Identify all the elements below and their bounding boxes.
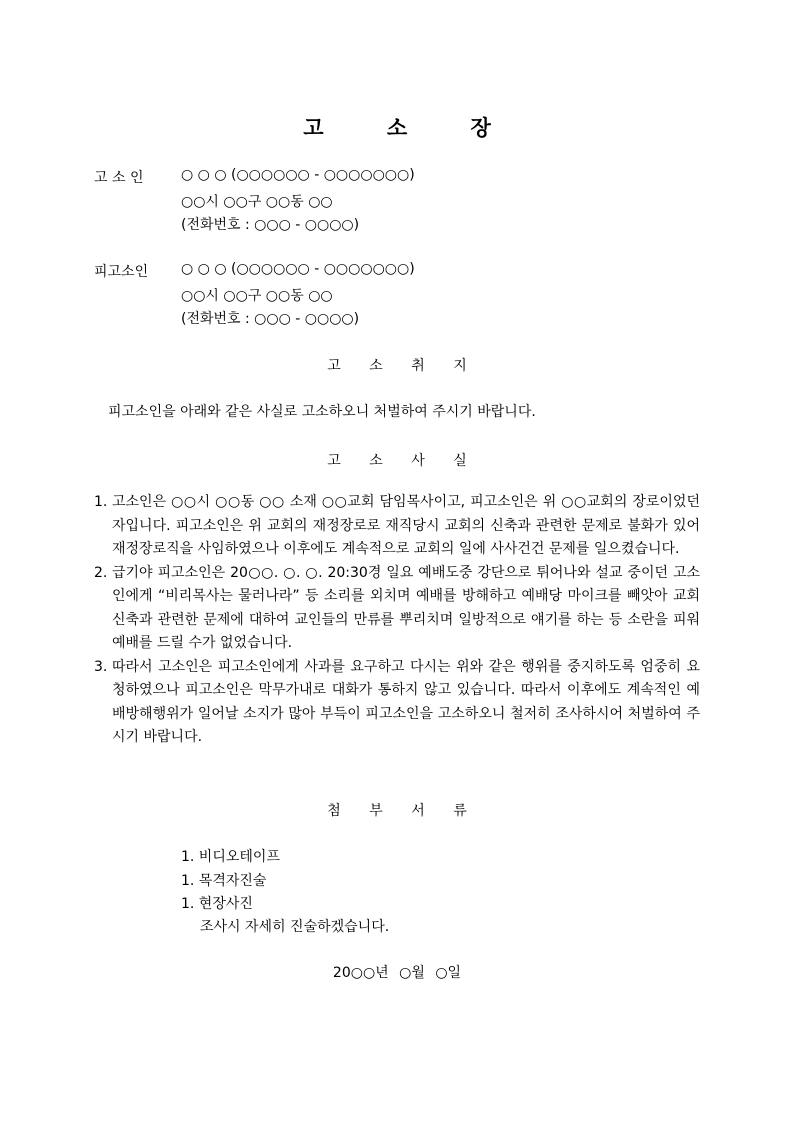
- complainant-name: ○ ○ ○ (○○○○○○ - ○○○○○○○): [181, 167, 415, 183]
- complainant-phone: (전화번호 : ○○○ - ○○○○): [181, 217, 360, 233]
- complainant-address: ○○시 ○○구 ○○동 ○○: [181, 194, 333, 210]
- attachment-item: 1. 비디오테이프: [181, 849, 280, 865]
- fact-item-1: [94, 491, 700, 562]
- facts-heading: 고 소 사 실: [327, 453, 479, 469]
- defendant-name: ○ ○ ○ (○○○○○○ - ○○○○○○○): [181, 261, 415, 277]
- attachment-item: 1. 목격자진술: [181, 872, 267, 889]
- fact-text: 급기야 피고소인은 20○○. ○. ○. 20:30경 일요 예배도중 강단으로 튀어나와 설교 중이던 고소인에게 “비리목사는 물러나라” 등 소리를 외치며 예배를 방해하고 예배당 마이크를 빼앗아 교회신축과 관련한 문제에 대하여 교인들의 만류를 뿌리치며 일방적으로 얘기를 하는 등 소란을 피워 예배를 드릴 수가 없었습니다.: [112, 564, 700, 651]
- complainant-label: 고 소 인: [94, 170, 144, 186]
- fact-number: 1.: [94, 494, 108, 510]
- purpose-text: 피고소인을 아래와 같은 사실로 고소하오니 처벌하여 주시기 바랍니다.: [108, 404, 536, 420]
- fact-item-3: [94, 656, 700, 750]
- defendant-phone: (전화번호 : ○○○ - ○○○○): [181, 311, 360, 327]
- purpose-heading: 고 소 취 지: [327, 358, 479, 374]
- fact-text: 고소인은 ○○시 ○○동 ○○ 소재 ○○교회 담임목사이고, 피고소인은 위 ○○교회의 장로이었던 자입니다. 피고소인은 위 교회의 재정장로로 재직당시 교회의 신축과 관련한 문제로 불화가 있어 재정장로직을 사임하였으나 이후에도 계속적으로 교회의 일에 사사건건 문제를 일으켰습니다.: [112, 494, 700, 557]
- attachments-note: 조사시 자세히 진술하겠습니다.: [200, 919, 390, 935]
- fact-number: 2.: [94, 564, 108, 581]
- fact-text: 따라서 고소인은 피고소인에게 사과를 요구하고 다시는 위와 같은 행위를 중지하도록 엄중히 요청하였으나 피고소인은 막무가내로 대화가 통하지 않고 있습니다. 따라서 이후에도 계속적인 예배방해행위가 일어날 소지가 많아 부득이 피고소인을 고소하오니 철저히 조사하시어 처벌하여 주시기 바랍니다.: [112, 658, 700, 745]
- attachment-item: 1. 현장사진: [181, 896, 253, 912]
- fact-number: 3.: [94, 658, 108, 675]
- document-date: 20○○년 ○월 ○일: [332, 965, 462, 981]
- defendant-address: ○○시 ○○구 ○○동 ○○: [181, 288, 333, 304]
- attachments-heading: 첨 부 서 류: [327, 803, 479, 819]
- attachments-list: [181, 846, 280, 917]
- defendant-label: 피고소인: [94, 264, 149, 280]
- document-title: 고 소 장: [303, 116, 519, 140]
- fact-item-2: [94, 562, 700, 656]
- facts-list: [94, 491, 700, 750]
